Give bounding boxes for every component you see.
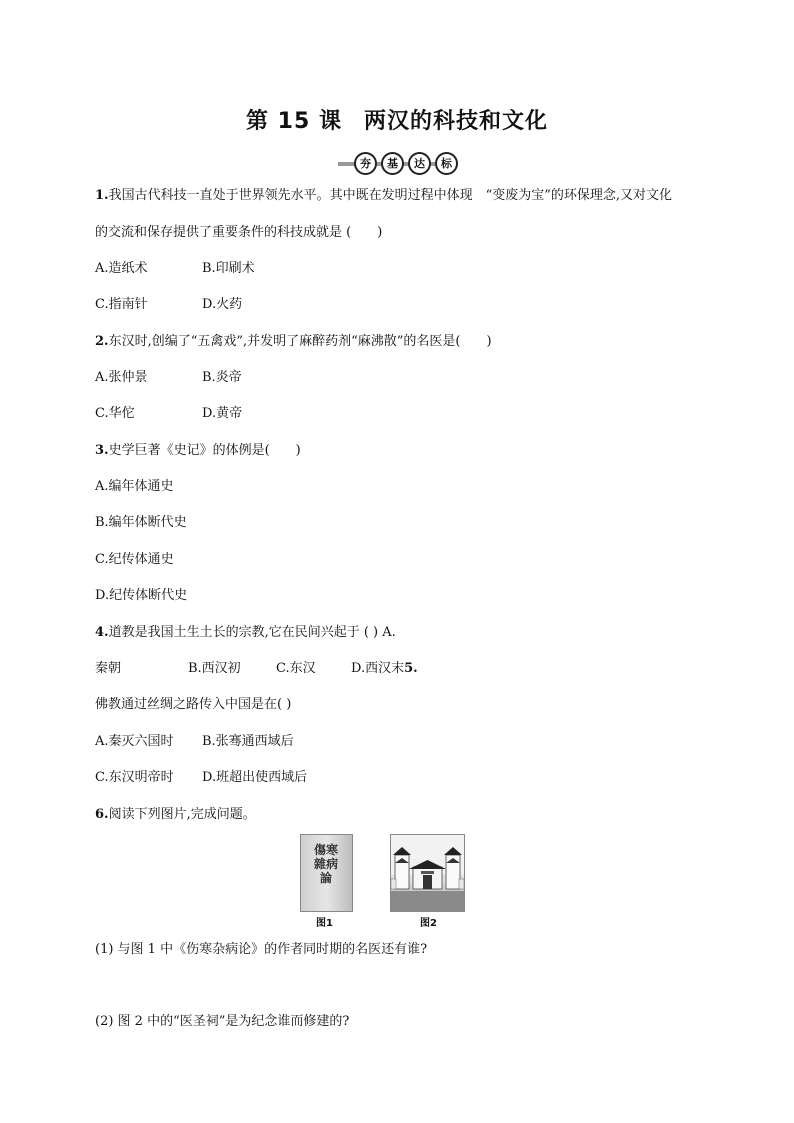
q3-number: 3. — [95, 443, 109, 458]
q2-stem — [95, 333, 492, 351]
q3-option-c[interactable]: C.纪传体通史 — [95, 552, 174, 567]
q3-option-b[interactable]: B.编年体断代史 — [95, 515, 187, 530]
q1-option-d[interactable]: D.火药 — [202, 297, 243, 312]
q2-option-c[interactable]: C.华佗 — [95, 406, 135, 421]
q4-text: 道教是我国土生土长的宗教,它在民间兴起于 ( ) A. — [108, 625, 396, 640]
q2-option-b[interactable]: B.炎帝 — [202, 370, 242, 385]
figure-1-caption: 图1 — [316, 918, 333, 929]
shrine-gate-image — [390, 834, 465, 912]
q2-options-row2 — [95, 405, 243, 423]
q2-option-d[interactable]: D.黄帝 — [202, 406, 243, 421]
q3-option-a[interactable]: A.编年体通史 — [95, 479, 174, 494]
q4-number: 4. — [95, 625, 109, 640]
q1-line1 — [95, 187, 672, 205]
q2-text: 东汉时,创编了“五禽戏”,并发明了麻醉药剂“麻沸散”的名医是( ) — [108, 334, 492, 349]
q4-option-c[interactable]: C.东汉 — [276, 661, 316, 676]
book-cover-title: 傷寒雜病論 — [313, 843, 338, 885]
q5-options-row1 — [95, 733, 294, 751]
q4-options-row — [95, 660, 418, 678]
q4-option-d[interactable]: D.西汉末5. — [351, 661, 418, 676]
banner-char: 夯 — [354, 152, 377, 175]
q6-subquestion-1: (1) 与图 1 中《伤寒杂病论》的作者同时期的名医还有谁? — [95, 942, 428, 957]
q4-option-b[interactable]: B.西汉初 — [188, 661, 241, 676]
banner-char: 基 — [381, 152, 404, 175]
figures — [300, 834, 500, 934]
q5-number: 5. — [404, 661, 418, 676]
q2-number: 2. — [95, 334, 109, 349]
page-title — [0, 104, 794, 135]
q1-line2: 的交流和保存提供了重要条件的科技成就是 ( ) — [95, 225, 383, 240]
q5-option-b[interactable]: B.张骞通西域后 — [202, 734, 294, 749]
banner-char: 标 — [435, 152, 458, 175]
q5-option-c[interactable]: C.东汉明帝时 — [95, 770, 174, 785]
q3-option-d[interactable]: D.纪传体断代史 — [95, 588, 188, 603]
q1-option-a[interactable]: A.造纸术 — [95, 261, 148, 276]
q4-option-a-text[interactable]: 秦朝 — [95, 661, 122, 676]
banner-char: 达 — [408, 152, 431, 175]
figure-2-caption: 图2 — [420, 918, 437, 929]
q6-subquestion-2: (2) 图 2 中的“医圣祠”是为纪念谁而修建的? — [95, 1014, 350, 1029]
q2-option-a[interactable]: A.张仲景 — [95, 370, 148, 385]
q3-text: 史学巨著《史记》的体例是( ) — [108, 443, 301, 458]
q5-stem: 佛教通过丝绸之路传入中国是在( ) — [95, 697, 292, 712]
q3-stem — [95, 442, 301, 460]
q1-option-b[interactable]: B.印刷术 — [202, 261, 255, 276]
q4-stem — [95, 624, 396, 642]
q5-option-a[interactable]: A.秦灭六国时 — [95, 734, 174, 749]
q6-number: 6. — [95, 807, 109, 822]
q1-stem-1: 我国古代科技一直处于世界领先水平。其中既在发明过程中体现 “变废为宝”的环保理念,又对文化 — [108, 188, 673, 203]
shrine-gate-drawing — [391, 835, 464, 911]
lesson-topic: 两汉的科技和文化 — [363, 109, 548, 134]
q1-option-c[interactable]: C.指南针 — [95, 297, 148, 312]
q1-options-row1 — [95, 260, 255, 278]
q1-options-row2 — [95, 296, 243, 314]
q1-number: 1. — [95, 188, 109, 203]
q5-options-row2 — [95, 769, 308, 787]
q5-option-d[interactable]: D.班超出使西域后 — [202, 770, 308, 785]
book-cover-image — [300, 834, 353, 912]
q6-text: 阅读下列图片,完成问题。 — [108, 807, 256, 822]
section-banner — [338, 152, 458, 174]
lesson-number: 第 15 课 — [246, 109, 342, 134]
q2-options-row1 — [95, 369, 242, 387]
q6-stem — [95, 806, 256, 824]
